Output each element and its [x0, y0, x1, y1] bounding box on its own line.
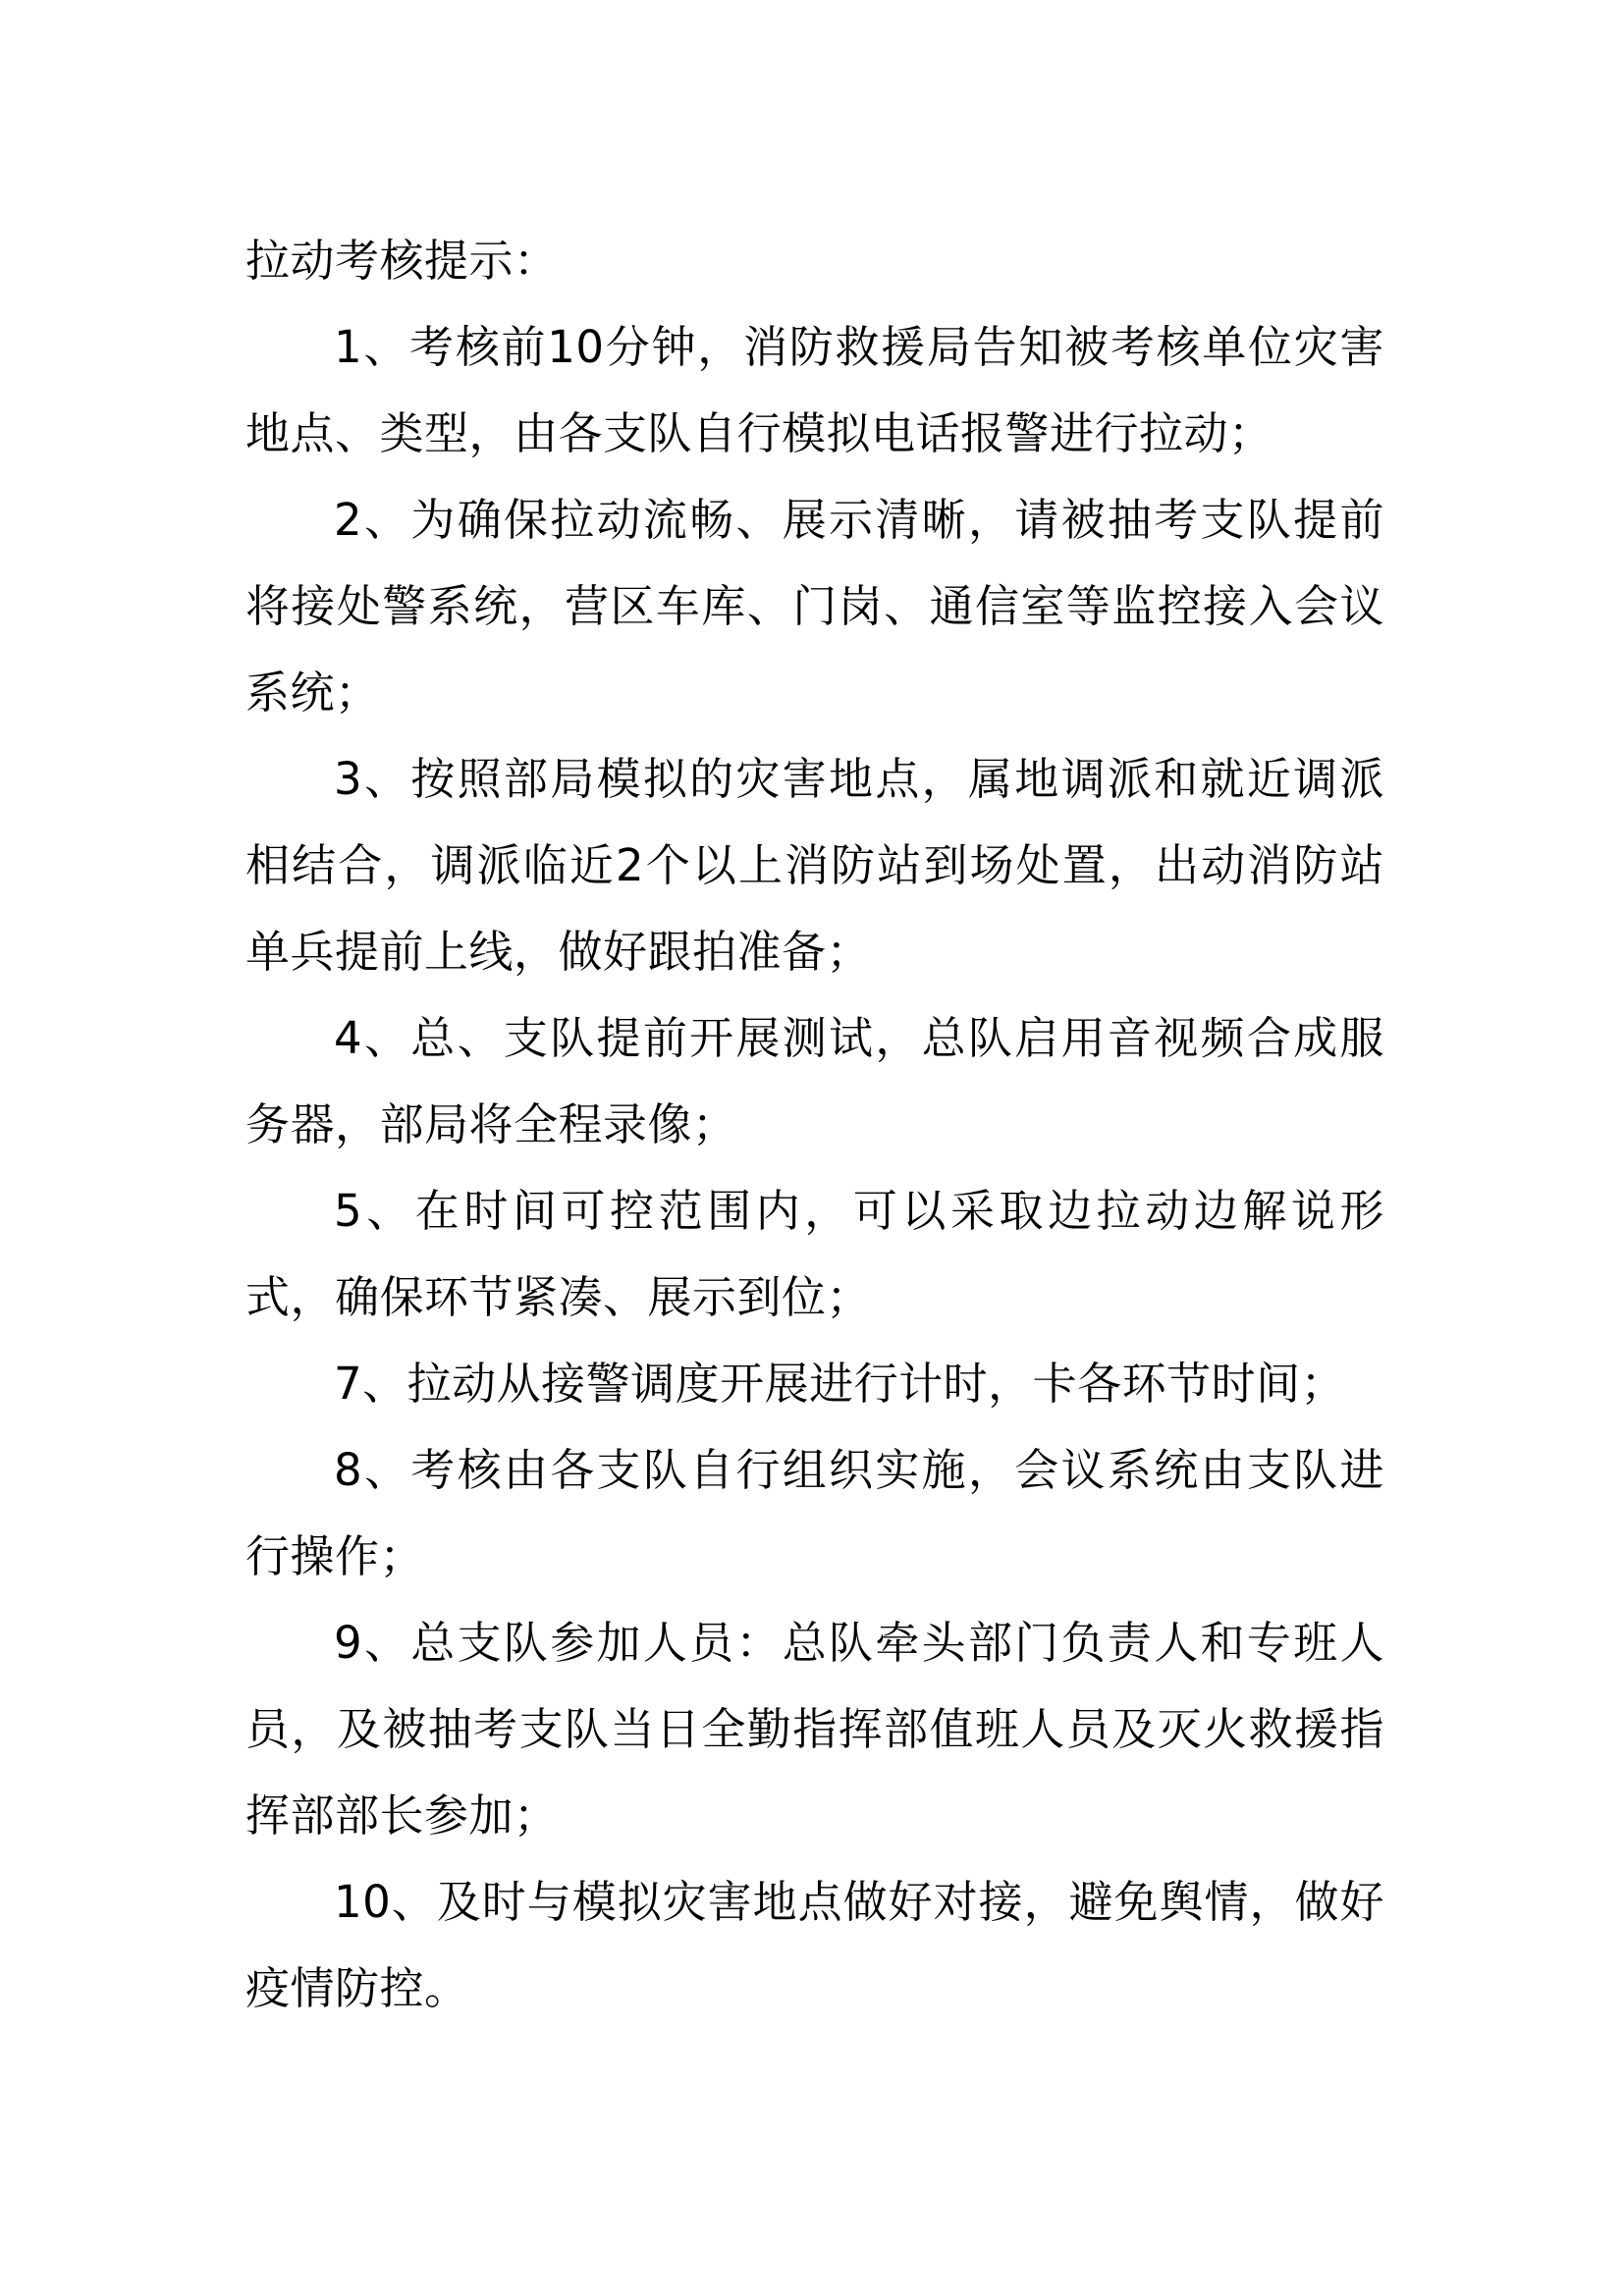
paragraph-1: 1、考核前10分钟，消防救援局告知被考核单位灾害地点、类型，由各支队自行模拟电话报警进行拉动；: [245, 321, 1384, 459]
paragraph-3: 3、按照部局模拟的灾害地点，属地调派和就近调派相结合，调派临近2个以上消防站到场处置，出动消防站单兵提前上线，做好跟拍准备；: [245, 753, 1384, 978]
paragraph-8: 8、考核由各支队自行组织实施，会议系统由支队进行操作；: [245, 1444, 1384, 1582]
paragraph-2: 2、为确保拉动流畅、展示清晰，请被抽考支队提前将接处警系统，营区车库、门岗、通信室等监控接入会议系统；: [245, 494, 1384, 719]
document-body: [245, 218, 1384, 2032]
document-heading: 拉动考核提示：: [245, 235, 559, 287]
paragraph-4: 4、总、支队提前开展测试，总队启用音视频合成服务器，部局将全程录像；: [245, 1012, 1384, 1150]
paragraph-7: 7、拉动从接警调度开展进行计时，卡各环节时间；: [334, 1358, 1346, 1410]
paragraph-9: 9、总支队参加人员：总队牵头部门负责人和专班人员，及被抽考支队当日全勤指挥部值班人员及灭火救援指挥部部长参加；: [245, 1617, 1384, 1842]
paragraph-10: 10、及时与模拟灾害地点做好对接，避免舆情，做好疫情防控。: [245, 1876, 1384, 2014]
paragraph-5: 5、在时间可控范围内，可以采取边拉动边解说形式，确保环节紧凑、展示到位；: [245, 1185, 1384, 1323]
